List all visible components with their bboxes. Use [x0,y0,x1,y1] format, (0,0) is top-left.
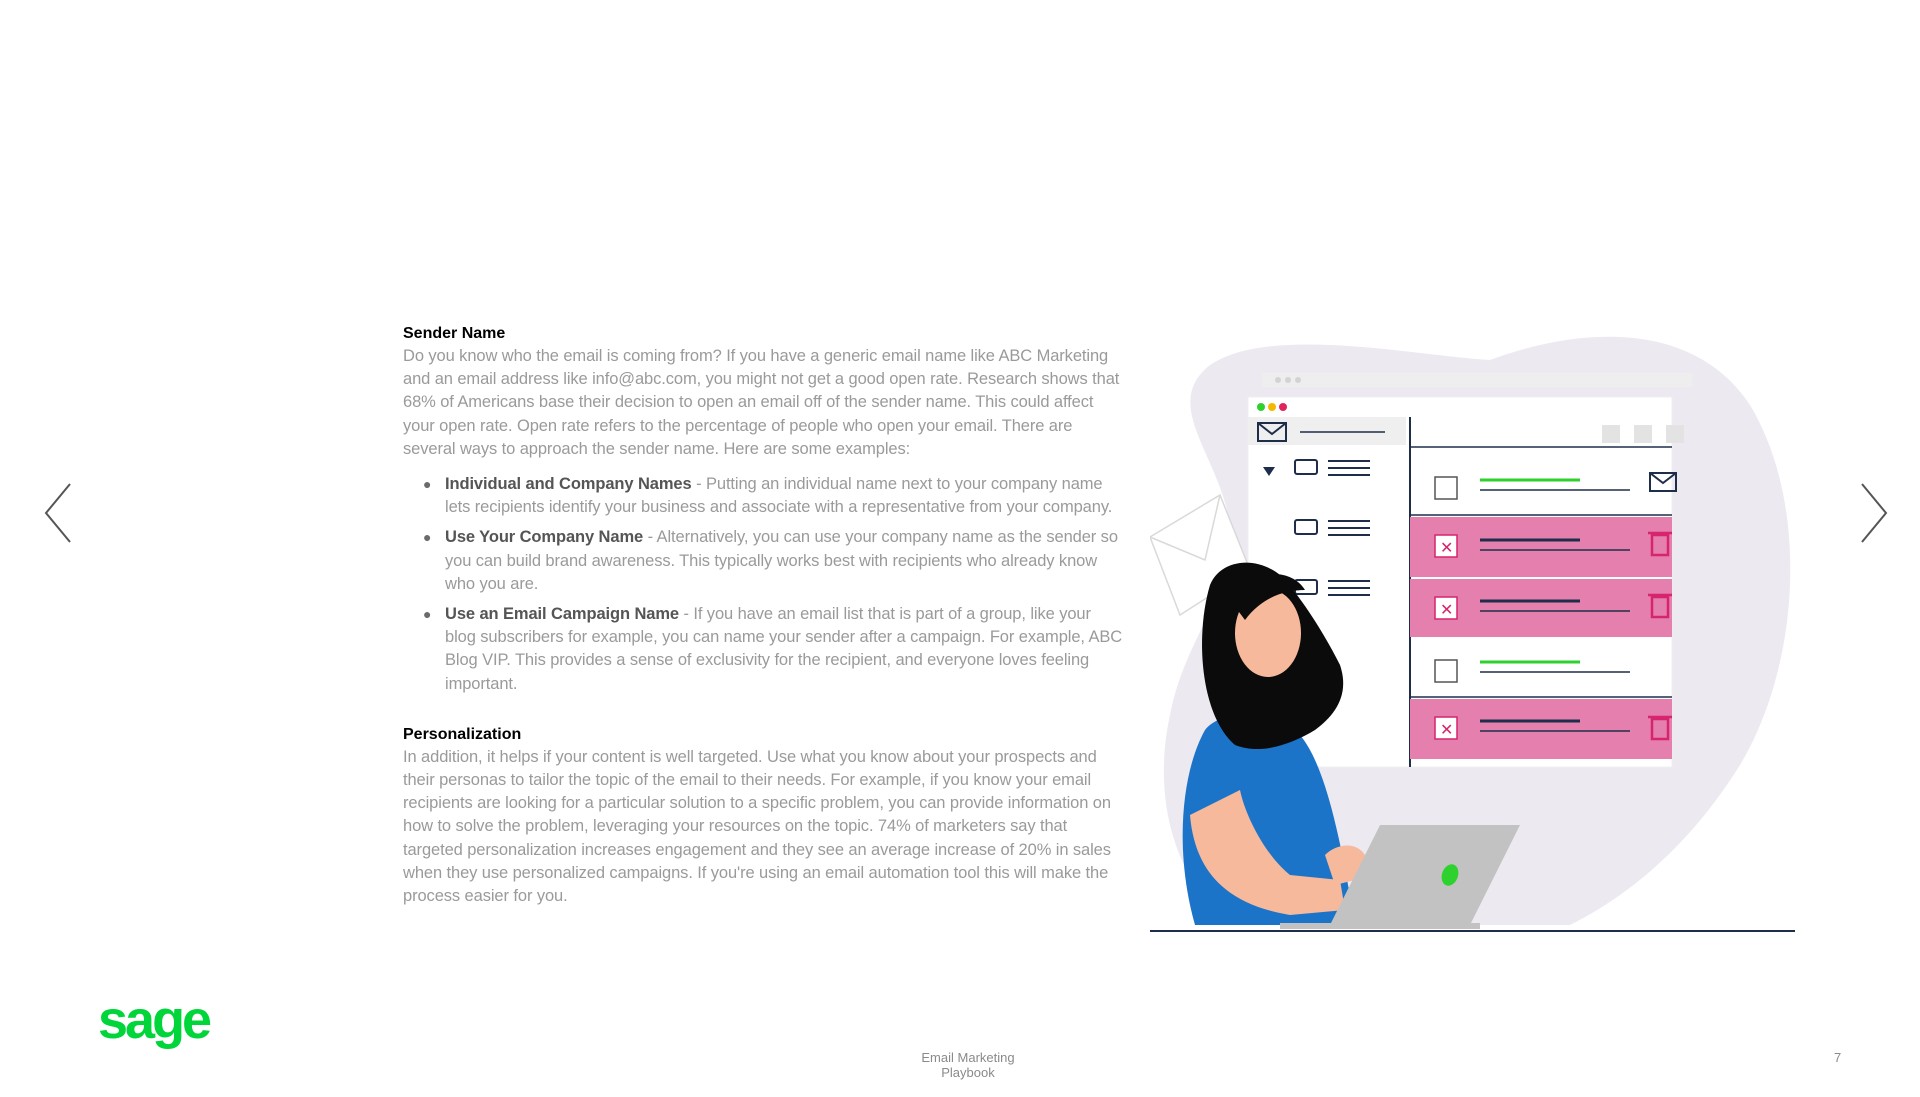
svg-text:✕: ✕ [1440,720,1454,739]
list-item-term: Use Your Company Name [445,528,644,547]
window-dot-red [1279,403,1287,411]
bullet-icon: ● [423,476,432,493]
chevron-left-icon [40,478,80,548]
list-item [423,603,1123,696]
svg-text:sage: sage [98,992,210,1050]
bullet-icon: ● [423,606,432,623]
window-dot-yellow [1268,403,1276,411]
window-dot-green [1257,403,1265,411]
bullet-icon: ● [423,529,432,546]
woman-with-laptop-inbox-illustration [1150,335,1830,955]
svg-text:✕: ✕ [1440,600,1454,619]
sage-logo-mark [98,992,218,1062]
email-row-deleted [1410,699,1672,759]
page-number: 7 [1834,1050,1842,1065]
footer-title: Email Marketing Playbook [921,1050,1015,1080]
list-item [423,473,1123,519]
list-item-text: - Alternatively, you can use your company name as the sender so you can build brand awareness. This typically works best with recipients who already know who you are. [445,528,1118,593]
sender-name-paragraph: Do you know who the email is coming from? If you have a generic email name like ABC Marketing and an email address like info@abc.com, you might not get a good open rate. Research shows that 68% of Americans base their decision to open an email off of the sender name. This could affect your open rate. Open rate refers to the percentage of people who open your email. There are several ways to approach the sender name. Here are some examples: [403,347,1120,458]
email-row-deleted [1410,517,1672,577]
sender-name-heading: Sender Name [403,325,506,342]
next-page-button[interactable] [1852,478,1892,548]
list-item-text: - If you have an email list that is part of a group, like your blog subscribers for example, you can name your sender after a campaign. For example, ABC Blog VIP. This provides a sense of exclusivity for the recipient, and everyone loves feeling important. [445,605,1123,693]
back-window [1262,373,1692,387]
list-item-text: - Putting an individual name next to your company name lets recipients identify your business and associate with a representative from your company. [445,475,1113,517]
previous-page-button[interactable] [40,478,80,548]
list-item [423,526,1123,596]
main-text-column [403,323,1123,908]
personalization-heading: Personalization [403,725,522,743]
list-item-term: Use an Email Campaign Name [445,605,679,624]
svg-text:✕: ✕ [1440,538,1454,557]
chevron-right-icon [1852,478,1892,548]
sage-logo [98,992,218,1062]
personalization-paragraph: In addition, it helps if your content is well targeted. Use what you know about your prospects and their personas to tailor the topic of the email to their needs. For example, if you know your email recipients are looking for a particular solution to a specific problem, you can provide information on how to solve the problem, leveraging your resources on the topic. 74% of marketers say that targeted personalization increases engagement and they see an average increase of 20% in sales when they use personalized campaigns. If you're using an email automation tool this will make the process easier for you. [403,747,1111,906]
list-item-term: Individual and Company Names [445,475,692,494]
email-row-deleted [1410,579,1672,637]
inbox-illustration [1150,335,1830,955]
sender-name-examples-list [403,473,1123,696]
